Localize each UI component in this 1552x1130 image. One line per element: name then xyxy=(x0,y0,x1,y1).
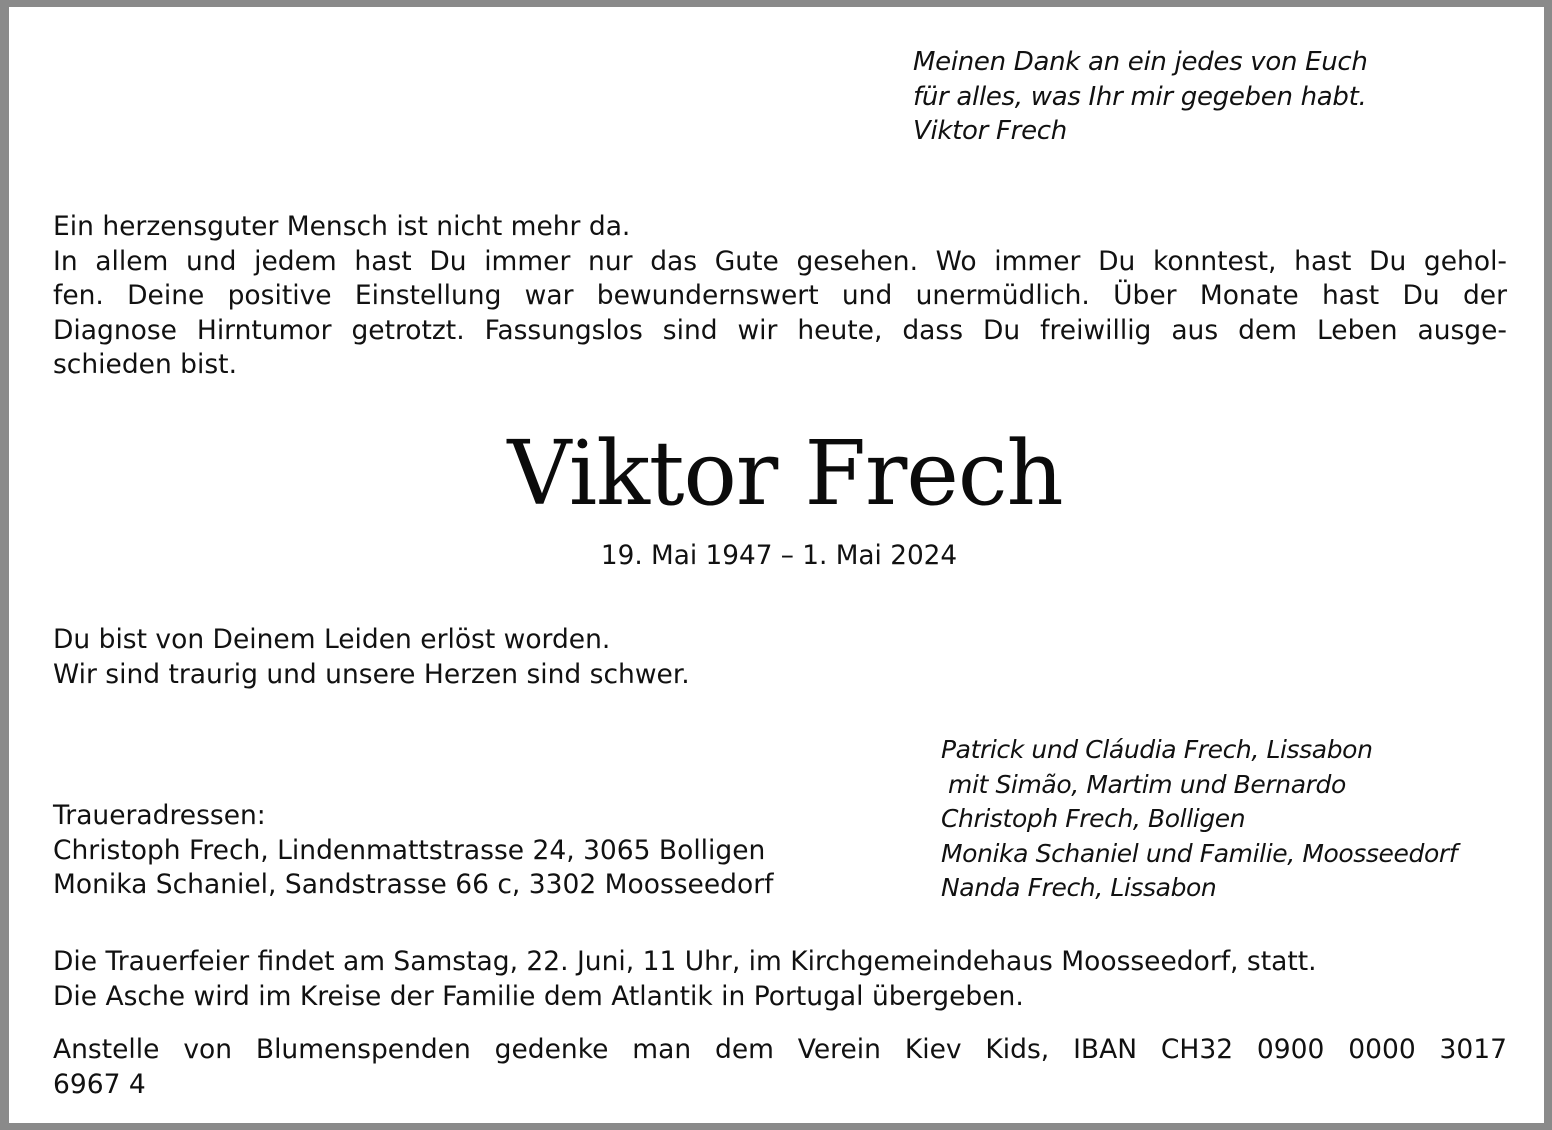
mourning-addresses xyxy=(53,799,773,903)
life-dates: 19. Mai 1947 – 1. Mai 2024 xyxy=(600,541,958,571)
quote-line: Meinen Dank an ein jedes von Euch xyxy=(913,47,1368,77)
quote-line: für alles, was Ihr mir gegeben habt. xyxy=(913,81,1367,112)
intro-line: fen. Deine positive Einstellung war bewundernswert und unermüdlich. Über Monate hast Du der xyxy=(53,280,1507,311)
intro-line: schieden bist. xyxy=(53,349,237,380)
mourner-line: mit Simão, Martim und Bernardo xyxy=(948,769,1346,799)
address-line: Monika Schaniel, Sandstrasse 66 c, 3302 Moosseedorf xyxy=(53,869,774,900)
service-line: Die Trauerfeier findet am Samstag, 22. Juni, 11 Uhr, im Kirchgemeindehaus Moosseedorf, statt. xyxy=(53,946,1317,977)
donation-info xyxy=(53,1033,1507,1102)
intro-paragraph xyxy=(53,210,1507,383)
funeral-service-info xyxy=(53,945,1317,1014)
intro-line: Diagnose Hirntumor getrotzt. Fassungslos sind wir heute, dass Du freiwillig aus dem Leben ausge- xyxy=(53,314,1507,346)
quote-attribution: Viktor Frech xyxy=(913,116,1067,146)
epigraph-quote xyxy=(913,45,1368,149)
mourner-line: Patrick und Cláudia Frech, Lissabon xyxy=(941,735,1373,764)
mourner-line: Nanda Frech, Lissabon xyxy=(941,873,1217,902)
service-line: Die Asche wird im Kreise der Familie dem Atlantik in Portugal übergeben. xyxy=(53,980,1024,1012)
comfort-line: Du bist von Deinem Leiden erlöst worden. xyxy=(53,624,611,655)
comfort-text xyxy=(53,623,690,692)
donation-line: Anstelle von Blumenspenden gedenke man dem Verein Kiev Kids, IBAN CH32 0900 0000 3017 xyxy=(53,1034,1507,1065)
addresses-heading: Traueradressen: xyxy=(53,800,266,831)
mourners-list xyxy=(941,733,1457,906)
mourner-line: Monika Schaniel und Familie, Moosseedorf xyxy=(941,838,1458,868)
comfort-line: Wir sind traurig und unsere Herzen sind schwer. xyxy=(53,658,690,690)
donation-line: 6967 4 xyxy=(53,1068,146,1100)
intro-line: Ein herzensguter Mensch ist nicht mehr da. xyxy=(53,211,631,242)
intro-line: In allem und jedem hast Du immer nur das Gute gesehen. Wo immer Du konntest, hast Du gehol- xyxy=(53,245,1507,277)
address-line: Christoph Frech, Lindenmattstrasse 24, 3065 Bolligen xyxy=(53,834,766,866)
mourner-line: Christoph Frech, Bolligen xyxy=(941,804,1246,833)
deceased-name: Viktor Frech xyxy=(507,422,1063,525)
